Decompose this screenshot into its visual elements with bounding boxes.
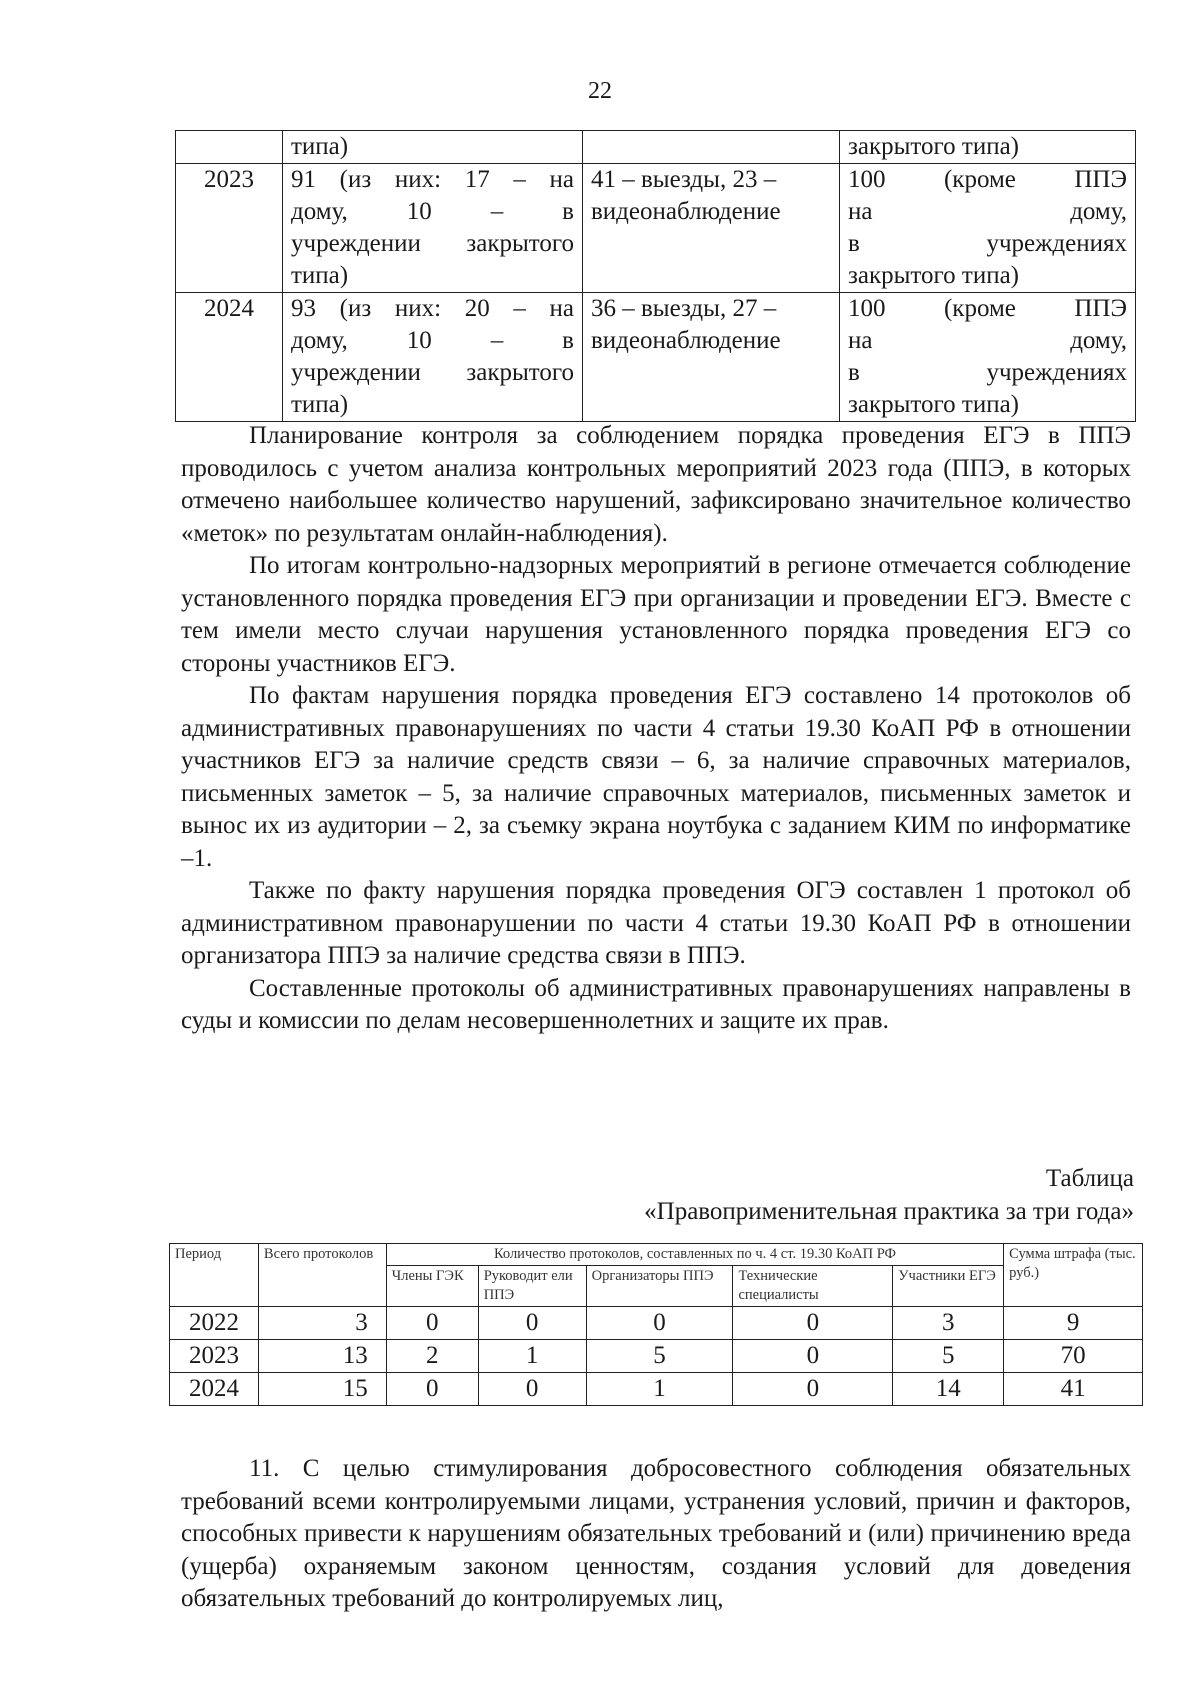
- cell-word: дому,: [1070, 327, 1127, 354]
- cell-word: 20: [464, 295, 490, 322]
- cell-word: типа): [291, 262, 349, 289]
- cell-line: [291, 389, 574, 421]
- cell-line: [291, 131, 574, 163]
- cell-tech: 0: [733, 1340, 893, 1373]
- cell-visits: [583, 131, 840, 164]
- enforcement-stats-table: [169, 1243, 1143, 1406]
- cell-word: учреждениях: [986, 359, 1127, 386]
- cell-visits: [583, 164, 840, 293]
- cell-word: 91: [291, 166, 316, 193]
- cell-word: 41 – выезды, 23 –: [591, 166, 777, 193]
- paragraph-protocols-sent: Составленные протоколы об административных правонарушениях направлены в суды и комиссии по делам несовершеннолетних и защите их прав.: [181, 974, 1131, 1034]
- paragraph-item-11-text: 11. С целью стимулирования добросовестного соблюдения обязательных требований всеми контролируемыми лицами, устранения условий, причин и факторов, способных привести к нарушениям обязательных требований и (или) причинению вреда (ущерба) охраняемым законом ценностям, создания условий для доведения обязательных требований до контролируемых лиц,: [181, 1455, 1131, 1612]
- cell-word: на: [848, 327, 873, 354]
- cell-heads: 0: [478, 1373, 586, 1406]
- cell-members: 0: [386, 1307, 478, 1340]
- cell-word: дому,: [291, 327, 348, 354]
- cell-word: видеонаблюдение: [591, 198, 781, 225]
- cell-word: –: [513, 166, 526, 193]
- cell-word: учреждениях: [986, 230, 1127, 257]
- table-row: [170, 1340, 1143, 1373]
- cell-online: [840, 293, 1136, 422]
- cell-word: (кроме: [943, 295, 1016, 322]
- row-2024: [176, 293, 1136, 422]
- cell-word: –: [490, 198, 504, 225]
- header-ppe-heads: Руководит ели ППЭ: [478, 1266, 586, 1307]
- header-gek-members: Члены ГЭК: [386, 1266, 478, 1307]
- cell-organizers: 1: [586, 1373, 733, 1406]
- table-caption-title: «Правоприменительная практика за три года»: [644, 1197, 1134, 1225]
- cell-word: ППЭ: [1074, 295, 1127, 322]
- cell-participants: 14: [893, 1373, 1004, 1406]
- cell-word: учреждении: [291, 230, 421, 257]
- row-continuation: [176, 131, 1136, 164]
- header-tech-specialists: Технические специалисты: [733, 1266, 893, 1307]
- cell-fine: 41: [1004, 1373, 1143, 1406]
- cell-fine: 70: [1004, 1340, 1143, 1373]
- cell-word: дому,: [291, 198, 348, 225]
- cell-line: [291, 228, 574, 260]
- cell-year: 2023: [176, 164, 283, 293]
- cell-year: [176, 131, 283, 164]
- cell-line: [848, 389, 1127, 421]
- table-row: [170, 1307, 1143, 1340]
- cell-word: типа): [291, 133, 349, 160]
- cell-participants: 3: [893, 1307, 1004, 1340]
- cell-total-ppe: [283, 293, 583, 422]
- cell-total: 15: [258, 1373, 386, 1406]
- cell-word: 36 – выезды, 27 –: [591, 295, 777, 322]
- cell-line: [591, 293, 831, 325]
- cell-line: [591, 196, 831, 228]
- cell-line: [848, 357, 1127, 389]
- cell-visits: [583, 293, 840, 422]
- cell-line: [291, 293, 574, 325]
- table-row: [170, 1373, 1143, 1406]
- cell-word: типа): [291, 391, 349, 418]
- cell-total-ppe: [283, 131, 583, 164]
- cell-heads: 0: [478, 1307, 586, 1340]
- cell-word: учреждении: [291, 359, 421, 386]
- cell-word: в: [562, 198, 574, 225]
- cell-participants: 5: [893, 1340, 1004, 1373]
- cell-fine: 9: [1004, 1307, 1143, 1340]
- header-ege-participants: Участники ЕГЭ: [893, 1266, 1004, 1307]
- cell-word: дому,: [1070, 198, 1127, 225]
- cell-word: (кроме: [943, 166, 1016, 193]
- cell-tech: 0: [733, 1307, 893, 1340]
- cell-heads: 1: [478, 1340, 586, 1373]
- cell-online: [840, 131, 1136, 164]
- cell-line: [848, 325, 1127, 357]
- paragraph-item-11: [181, 1453, 1131, 1616]
- cell-line: [848, 196, 1127, 228]
- cell-word: 100: [848, 295, 886, 322]
- cell-word: 10: [406, 198, 432, 225]
- cell-word: 100: [848, 166, 886, 193]
- cell-word: на: [549, 166, 574, 193]
- cell-organizers: 0: [586, 1307, 733, 1340]
- header-fine: Сумма штрафа (тыс. руб.): [1004, 1244, 1143, 1307]
- header-ppe-organizers: Организаторы ППЭ: [586, 1266, 733, 1307]
- body-text: [181, 420, 1131, 1038]
- cell-word: в: [562, 327, 574, 354]
- cell-word: (из: [339, 166, 372, 193]
- cell-word: закрытого типа): [848, 133, 1019, 160]
- cell-word: 93: [291, 295, 316, 322]
- cell-online: [840, 164, 1136, 293]
- cell-word: видеонаблюдение: [591, 327, 781, 354]
- cell-line: [848, 260, 1127, 292]
- cell-word: –: [490, 327, 504, 354]
- cell-organizers: 5: [586, 1340, 733, 1373]
- cell-year: 2024: [176, 293, 283, 422]
- cell-line: [291, 357, 574, 389]
- cell-total-ppe: [283, 164, 583, 293]
- cell-line: [848, 293, 1127, 325]
- cell-period: 2022: [170, 1307, 259, 1340]
- cell-total: 3: [258, 1307, 386, 1340]
- cell-word: на: [549, 295, 574, 322]
- cell-line: [291, 325, 574, 357]
- cell-word: закрытого типа): [848, 262, 1019, 289]
- cell-word: –: [513, 295, 526, 322]
- header-period: Период: [170, 1244, 259, 1307]
- cell-period: 2024: [170, 1373, 259, 1406]
- cell-word: закрытого типа): [848, 391, 1019, 418]
- cell-line: [591, 325, 831, 357]
- table-caption: [644, 1163, 1134, 1228]
- inspection-table: [175, 130, 1136, 422]
- cell-tech: 0: [733, 1373, 893, 1406]
- header-protocol-group: Количество протоколов, составленных по ч. 4 ст. 19.30 КоАП РФ: [386, 1244, 1003, 1266]
- paragraph-protocol-oge: Также по факту нарушения порядка проведения ОГЭ составлен 1 протокол об административном правонарушении по части 4 статьи 19.30 КоАП РФ в отношении организатора ППЭ за наличие средства связи в ППЭ.: [181, 877, 1131, 969]
- cell-word: 10: [406, 327, 432, 354]
- cell-line: [591, 164, 831, 196]
- page-number: 22: [588, 78, 612, 104]
- cell-members: 0: [386, 1373, 478, 1406]
- cell-word: них:: [394, 295, 442, 322]
- cell-word: (из: [339, 295, 372, 322]
- paragraph-planning: Планирование контроля за соблюдением порядка проведения ЕГЭ в ППЭ проводилось с учетом анализа контрольных мероприятий 2023 года (ППЭ, в которых отмечено наибольшее количество нарушений, зафиксировано значительное количество «меток» по результатам онлайн-наблюдения).: [181, 422, 1131, 547]
- cell-line: [848, 164, 1127, 196]
- cell-word: в: [848, 230, 860, 257]
- cell-word: закрытого: [466, 359, 574, 386]
- paragraph-results: По итогам контрольно-надзорных мероприятий в регионе отмечается соблюдение установленного порядка проведения ЕГЭ при организации и проведении ЕГЭ. Вместе с тем имели место случаи нарушения установленного порядка проведения ЕГЭ со стороны участников ЕГЭ.: [181, 552, 1131, 677]
- cell-word: в: [848, 359, 860, 386]
- cell-line: [291, 196, 574, 228]
- cell-word: закрытого: [466, 230, 574, 257]
- row-2023: [176, 164, 1136, 293]
- cell-word: них:: [394, 166, 442, 193]
- cell-total: 13: [258, 1340, 386, 1373]
- cell-word: 17: [464, 166, 490, 193]
- table-caption-label: Таблица: [1045, 1165, 1134, 1192]
- cell-line: [848, 131, 1127, 163]
- cell-period: 2023: [170, 1340, 259, 1373]
- header-total: Всего протоколов: [258, 1244, 386, 1307]
- cell-members: 2: [386, 1340, 478, 1373]
- paragraph-protocols-ege: По фактам нарушения порядка проведения ЕГЭ составлено 14 протоколов об административных правонарушениях по части 4 статьи 19.30 КоАП РФ в отношении участников ЕГЭ за наличие средств связи – 6, за наличие справочных материалов, письменных заметок – 5, за наличие справочных материалов, письменных заметок и вынос их из аудитории – 2, за съемку экрана ноутбука с заданием КИМ по информатике –1.: [181, 682, 1131, 872]
- cell-line: [291, 260, 574, 292]
- cell-line: [291, 164, 574, 196]
- cell-word: на: [848, 198, 873, 225]
- cell-line: [848, 228, 1127, 260]
- cell-word: ППЭ: [1074, 166, 1127, 193]
